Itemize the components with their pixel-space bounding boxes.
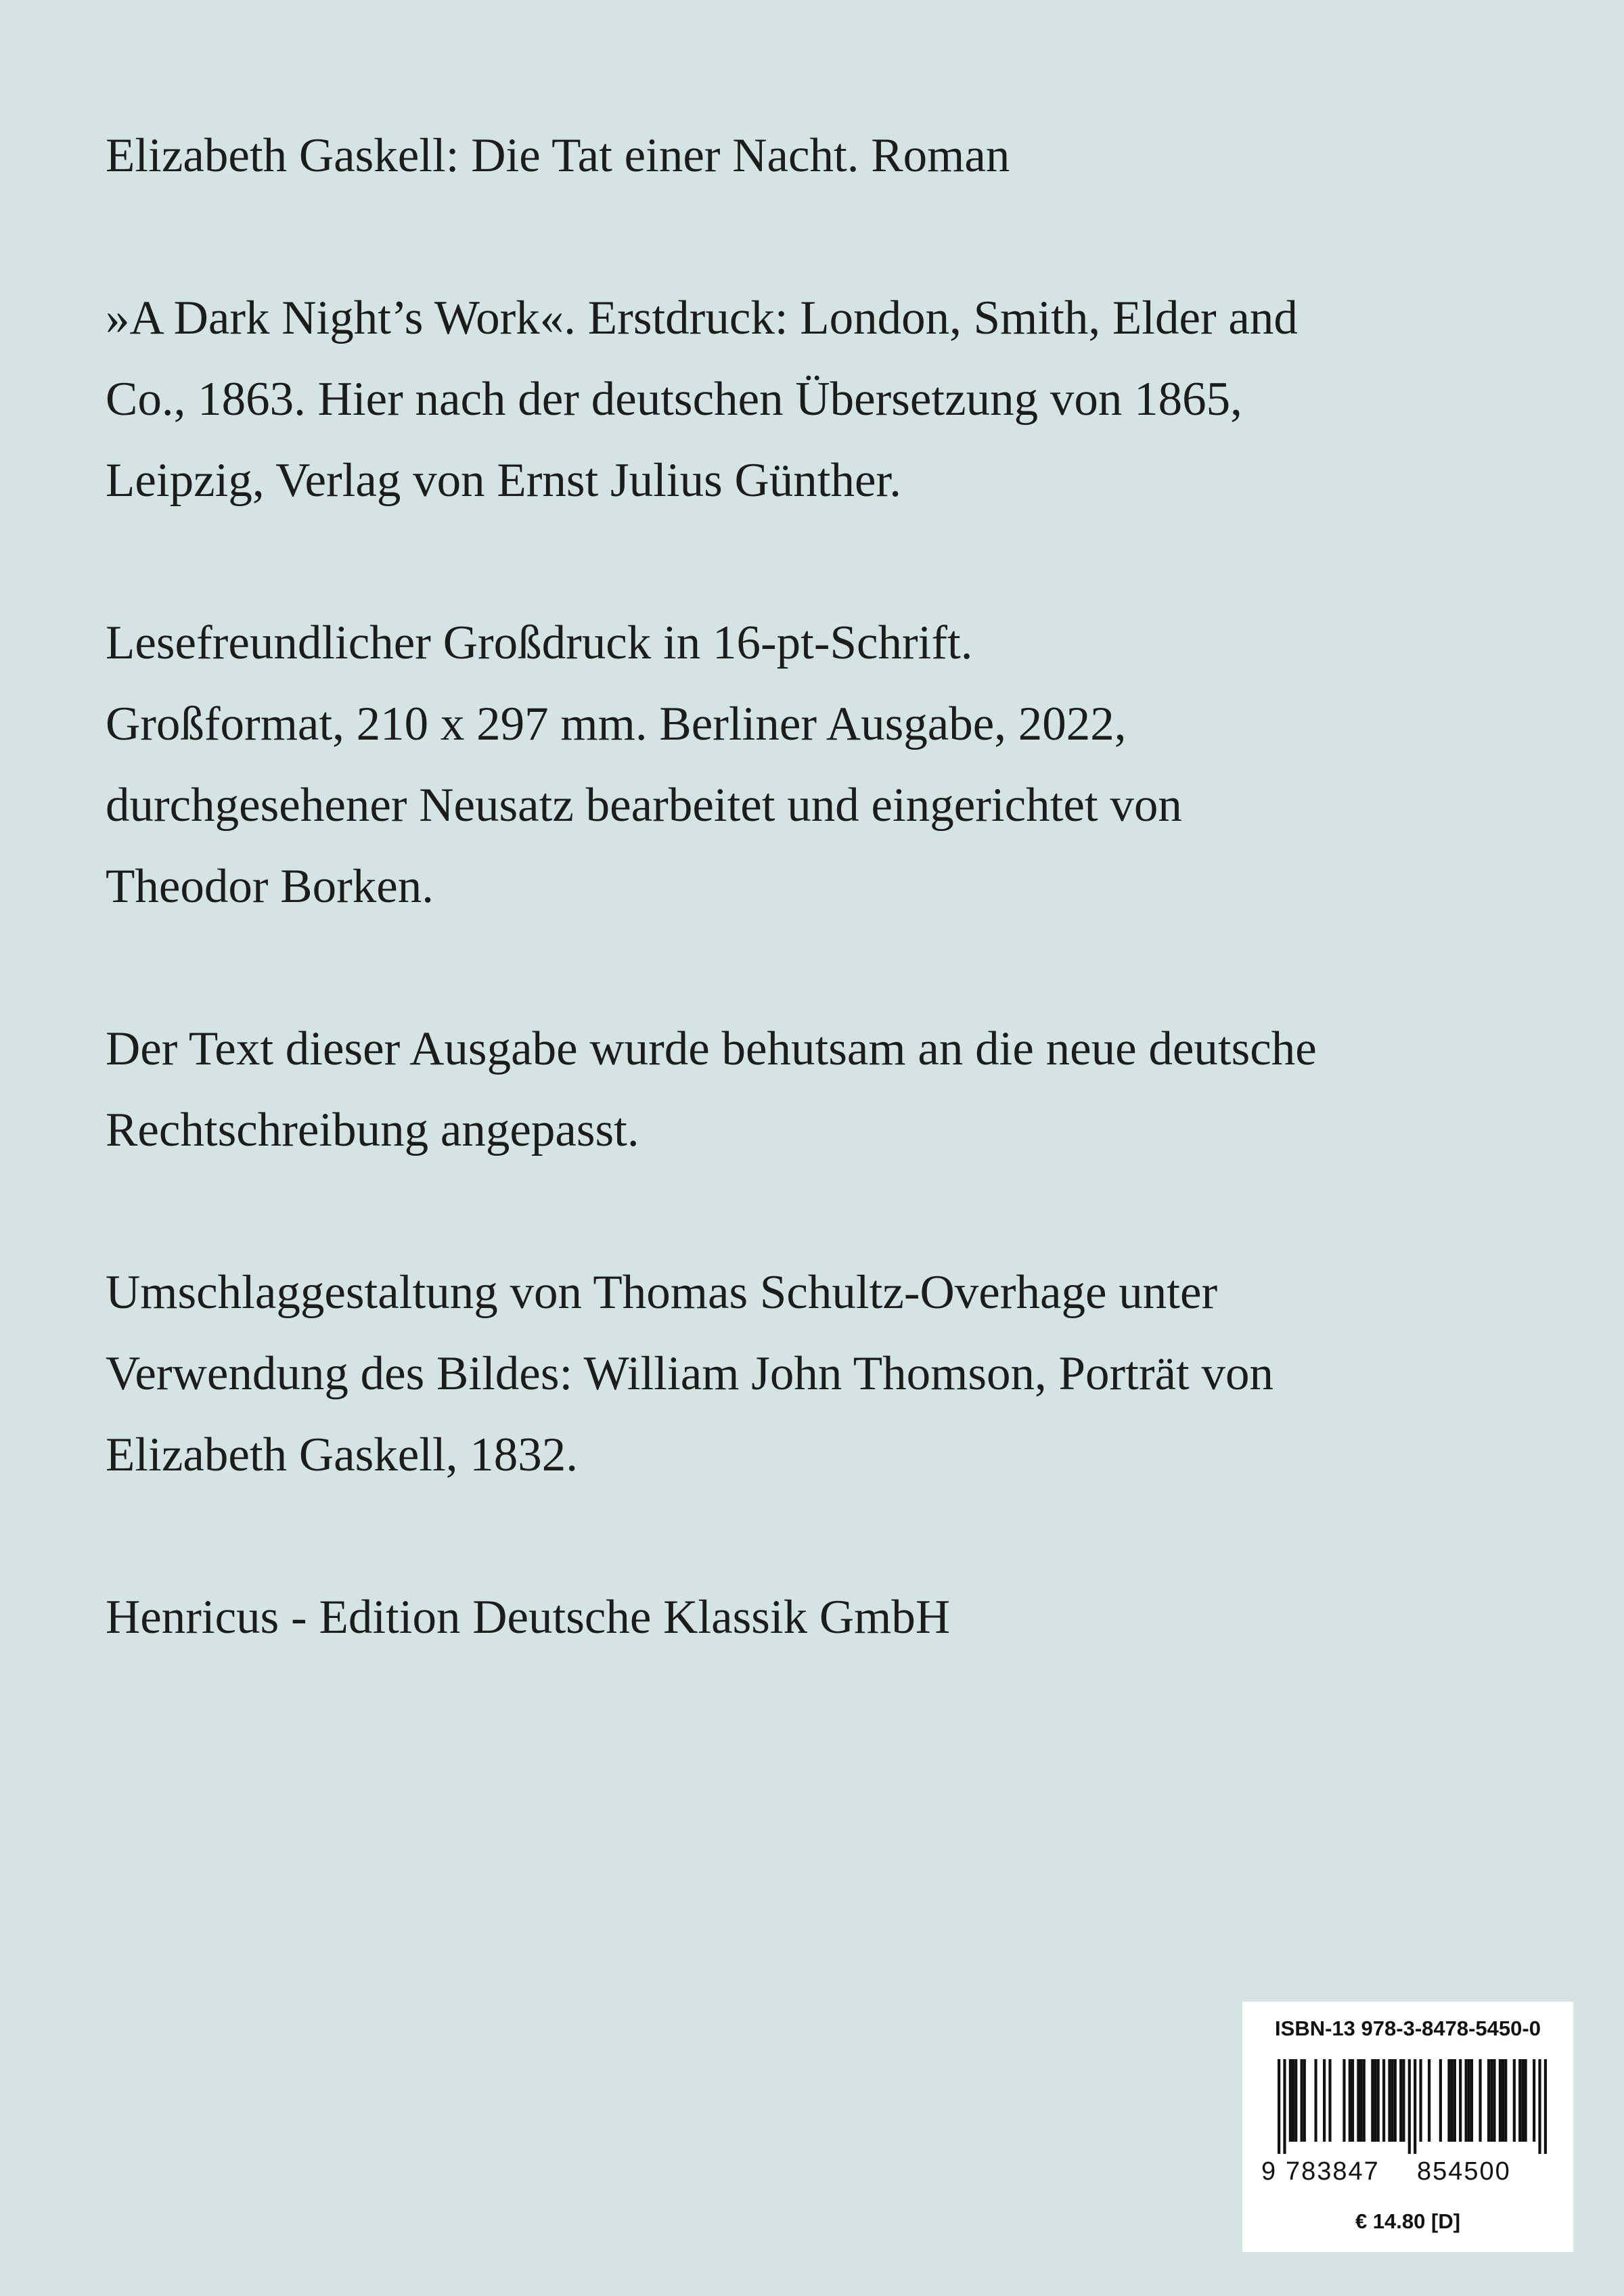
cover-design-paragraph	[106, 1252, 1527, 1495]
barcode-image	[1278, 2059, 1547, 2154]
barcode-bar	[1402, 2059, 1405, 2142]
barcode-bar	[1359, 2059, 1362, 2142]
barcode-bar	[1518, 2059, 1521, 2142]
barcode-bar	[1382, 2059, 1385, 2142]
barcode-bar	[1391, 2059, 1394, 2142]
barcode-bar	[1363, 2059, 1366, 2142]
ean-right-group: 854500	[1417, 2157, 1511, 2186]
barcode-bar	[1533, 2059, 1535, 2142]
ean-left-group: 783847	[1286, 2157, 1380, 2186]
title-line-paragraph	[106, 115, 1527, 196]
barcode-bar	[1428, 2059, 1430, 2142]
barcode-bar	[1487, 2059, 1490, 2142]
barcode-bar	[1292, 2059, 1294, 2142]
barcode-bar	[1513, 2059, 1516, 2142]
barcode-bar	[1278, 2059, 1280, 2154]
barcode-bar	[1399, 2059, 1402, 2142]
barcode-bar	[1289, 2059, 1292, 2142]
barcode-label	[1242, 2002, 1573, 2252]
price-label: € 14.80 [D]	[1355, 2209, 1461, 2233]
barcode-bar	[1419, 2059, 1422, 2142]
barcode-bar	[1377, 2059, 1380, 2142]
barcode-bar	[1447, 2059, 1450, 2142]
barcode-bar	[1301, 2059, 1303, 2142]
barcode-bar	[1371, 2059, 1374, 2142]
barcode-bar	[1524, 2059, 1527, 2142]
text-line: »A Dark Night’s Work«. Erstdruck: London, Smith, Elder and	[106, 292, 1298, 344]
text-line: Verwendung des Bildes: William John Thomson, Porträt von	[106, 1347, 1274, 1400]
isbn-label: ISBN-13 978-3-8478-5450-0	[1275, 2017, 1541, 2040]
text-line: durchgesehener Neusatz bearbeitet und eingerichtet von	[106, 779, 1182, 832]
barcode-bar	[1314, 2059, 1317, 2142]
text-line: Leipzig, Verlag von Ernst Julius Günther.	[106, 454, 901, 507]
barcode-bar	[1328, 2059, 1331, 2142]
barcode-bar	[1394, 2059, 1397, 2142]
barcode-bar	[1479, 2059, 1481, 2142]
text-line: Elizabeth Gaskell, 1832.	[106, 1428, 578, 1481]
barcode-bar	[1538, 2059, 1541, 2154]
barcode-bar	[1414, 2059, 1416, 2154]
barcode-bar	[1521, 2059, 1524, 2142]
text-line: Rechtschreibung angepasst.	[106, 1104, 639, 1156]
text-line: Henricus - Edition Deutsche Klassik GmbH	[106, 1591, 951, 1644]
format-paragraph	[106, 602, 1527, 927]
barcode-bar	[1502, 2059, 1504, 2142]
barcode-bar	[1343, 2059, 1345, 2142]
publisher-paragraph	[106, 1577, 1527, 1658]
barcode-bar	[1453, 2059, 1456, 2142]
barcode-bar	[1493, 2059, 1495, 2142]
barcode-bar	[1470, 2059, 1473, 2142]
barcode-bar	[1408, 2059, 1411, 2154]
barcode-bar	[1468, 2059, 1470, 2142]
barcode-bar	[1490, 2059, 1493, 2142]
barcode-bar	[1303, 2059, 1306, 2142]
ean-first-digit: 9	[1261, 2157, 1278, 2186]
barcode-bar	[1374, 2059, 1376, 2142]
barcode-bar	[1323, 2059, 1326, 2142]
barcode-bar	[1451, 2059, 1453, 2142]
text-line: Co., 1863. Hier nach der deutschen Übersetzung von 1865,	[106, 373, 1242, 426]
text-line: Lesefreundlicher Großdruck in 16-pt-Schrift.	[106, 616, 973, 669]
text-line: Großformat, 210 x 297 mm. Berliner Ausgabe, 2022,	[106, 698, 1127, 750]
first-edition-paragraph	[106, 277, 1527, 521]
ean-digits	[1261, 2157, 1552, 2191]
barcode-bar	[1499, 2059, 1502, 2142]
barcode-bar	[1349, 2059, 1351, 2142]
barcode-bar	[1283, 2059, 1286, 2154]
text-line: Der Text dieser Ausgabe wurde behutsam an die neue deutsche	[106, 1022, 1317, 1075]
text-line: Theodor Borken.	[106, 860, 434, 913]
barcode-bar	[1504, 2059, 1507, 2142]
text-line: Umschlaggestaltung von Thomas Schultz-Overhage unter	[106, 1266, 1218, 1319]
spelling-note-paragraph	[106, 1008, 1527, 1171]
text-line: Elizabeth Gaskell: Die Tat einer Nacht. Roman	[106, 129, 1010, 182]
barcode-bar	[1459, 2059, 1462, 2142]
barcode-bar	[1357, 2059, 1359, 2142]
barcode-bar	[1351, 2059, 1354, 2142]
barcode-bar	[1544, 2059, 1547, 2154]
barcode-bar	[1388, 2059, 1391, 2142]
barcode-bar	[1465, 2059, 1468, 2142]
imprint-text	[106, 115, 1527, 1739]
barcode-bar	[1439, 2059, 1442, 2142]
barcode-bar	[1294, 2059, 1297, 2142]
